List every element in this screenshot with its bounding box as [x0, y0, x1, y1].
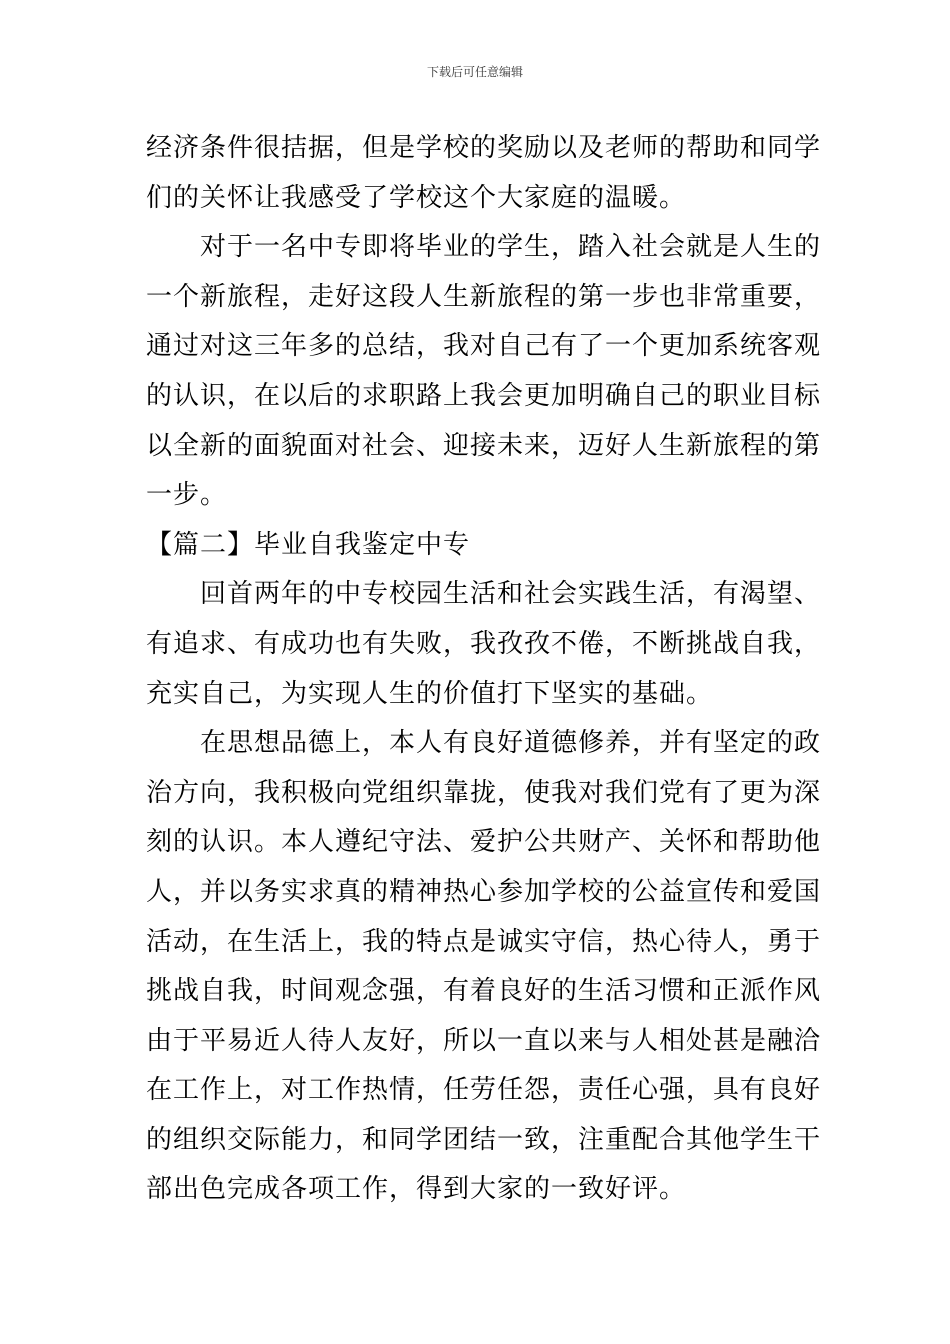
text-line: 以全新的面貌面对社会、迎接未来，迈好人生新旅程的第: [146, 430, 822, 461]
text-line: 【篇二】毕业自我鉴定中专: [146, 529, 471, 560]
text-line: 部出色完成各项工作，得到大家的一致好评。: [146, 1174, 687, 1205]
text-line: 刻的认识。本人遵纪守法、爱护公共财产、关怀和帮助他: [146, 827, 822, 858]
document-body: [146, 124, 822, 1215]
text-line: 回首两年的中专校园生活和社会实践生活，有渴望、: [200, 579, 822, 610]
text-line: 一个新旅程，走好这段人生新旅程的第一步也非常重要，: [146, 281, 822, 312]
text-line: 在思想品德上，本人有良好道德修养，并有坚定的政: [200, 728, 822, 759]
text-line: 由于平易近人待人友好，所以一直以来与人相处甚是融洽: [146, 1025, 822, 1056]
text-line: 有追求、有成功也有失败，我孜孜不倦，不断挑战自我，: [146, 628, 822, 659]
text-line: 一步。: [146, 480, 228, 511]
text-line: 们的关怀让我感受了学校这个大家庭的温暖。: [146, 182, 687, 213]
text-line: 在工作上，对工作热情，任劳任怨，责任心强，具有良好: [146, 1075, 822, 1106]
text-line: 对于一名中专即将毕业的学生，踏入社会就是人生的: [200, 232, 822, 263]
text-line: 治方向，我积极向党组织靠拢，使我对我们党有了更为深: [146, 777, 822, 808]
text-line: 的认识，在以后的求职路上我会更加明确自己的职业目标: [146, 380, 822, 411]
text-line: 经济条件很拮据，但是学校的奖励以及老师的帮助和同学: [146, 133, 822, 163]
text-line: 通过对这三年多的总结，我对自己有了一个更加系统客观: [146, 331, 822, 362]
text-line: 活动，在生活上，我的特点是诚实守信，热心待人，勇于: [146, 926, 822, 957]
text-line: 人，并以务实求真的精神热心参加学校的公益宣传和爱国: [146, 876, 822, 907]
page-header: 下载后可任意编辑: [426, 65, 523, 79]
text-line: 的组织交际能力，和同学团结一致，注重配合其他学生干: [146, 1124, 822, 1155]
text-line: 充实自己，为实现人生的价值打下坚实的基础。: [146, 678, 714, 709]
text-line: 挑战自我，时间观念强，有着良好的生活习惯和正派作风: [146, 976, 822, 1007]
